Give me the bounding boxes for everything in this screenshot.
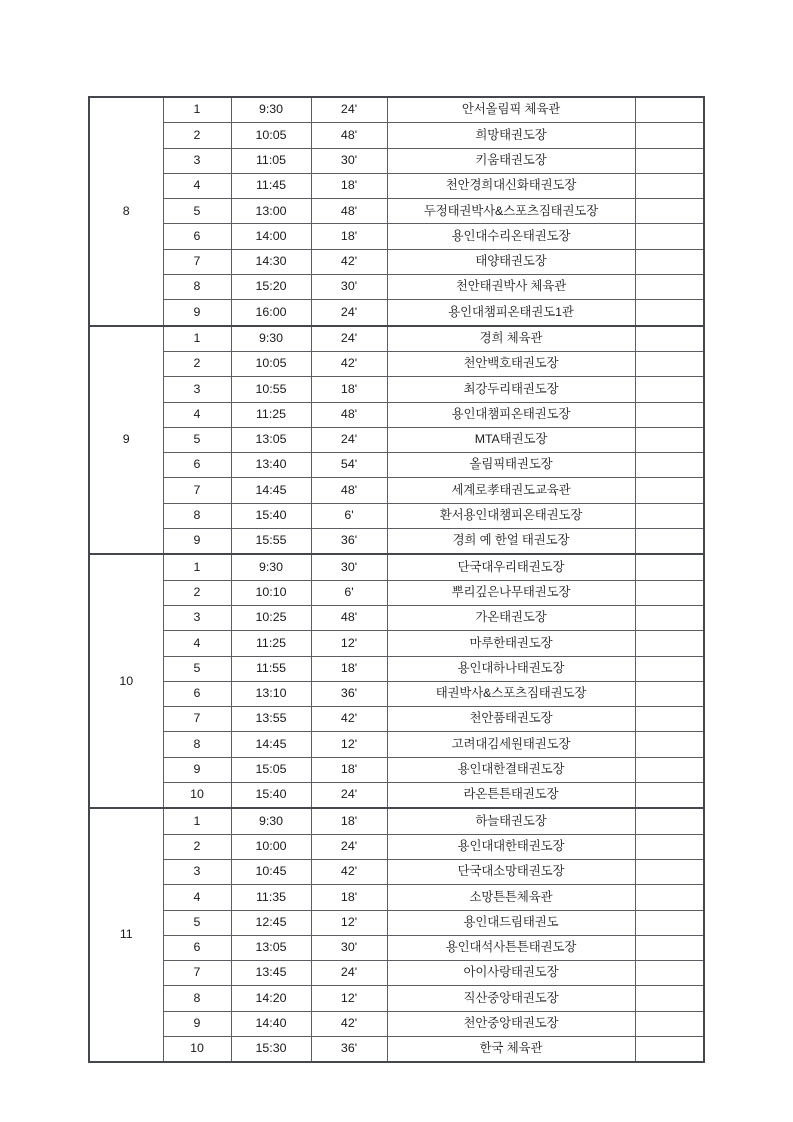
table-row bbox=[89, 351, 704, 376]
note-cell bbox=[635, 123, 704, 148]
table-row bbox=[89, 808, 704, 834]
sequence-cell: 6 bbox=[163, 453, 231, 478]
table-row bbox=[89, 123, 704, 148]
duration-cell: 48' bbox=[311, 402, 387, 427]
duration-cell: 30' bbox=[311, 935, 387, 960]
note-cell bbox=[635, 402, 704, 427]
duration-cell: 18' bbox=[311, 757, 387, 782]
duration-cell: 18' bbox=[311, 377, 387, 402]
start-time-cell: 14:45 bbox=[231, 732, 311, 757]
table-row bbox=[89, 377, 704, 402]
sequence-cell: 7 bbox=[163, 707, 231, 732]
start-time-cell: 15:30 bbox=[231, 1036, 311, 1062]
venue-name-cell: 아이사랑태권도장 bbox=[387, 961, 635, 986]
duration-cell: 12' bbox=[311, 986, 387, 1011]
start-time-cell: 16:00 bbox=[231, 300, 311, 326]
sequence-cell: 8 bbox=[163, 986, 231, 1011]
note-cell bbox=[635, 554, 704, 580]
venue-name-cell: 키움태권도장 bbox=[387, 148, 635, 173]
venue-name-cell: 세계로孝태권도교육관 bbox=[387, 478, 635, 503]
note-cell bbox=[635, 732, 704, 757]
duration-cell: 12' bbox=[311, 732, 387, 757]
start-time-cell: 13:05 bbox=[231, 935, 311, 960]
venue-name-cell: 용인대챔피온태권도1관 bbox=[387, 300, 635, 326]
note-cell bbox=[635, 351, 704, 376]
start-time-cell: 9:30 bbox=[231, 326, 311, 352]
note-cell bbox=[635, 707, 704, 732]
start-time-cell: 12:45 bbox=[231, 910, 311, 935]
table-row bbox=[89, 453, 704, 478]
start-time-cell: 15:55 bbox=[231, 529, 311, 555]
duration-cell: 12' bbox=[311, 631, 387, 656]
venue-name-cell: 직산중앙태권도장 bbox=[387, 986, 635, 1011]
venue-name-cell: 단국대소망태권도장 bbox=[387, 859, 635, 884]
table-row bbox=[89, 885, 704, 910]
sequence-cell: 2 bbox=[163, 123, 231, 148]
note-cell bbox=[635, 148, 704, 173]
sequence-cell: 10 bbox=[163, 1036, 231, 1062]
venue-name-cell: 올림픽태권도장 bbox=[387, 453, 635, 478]
note-cell bbox=[635, 326, 704, 352]
table-row bbox=[89, 199, 704, 224]
duration-cell: 30' bbox=[311, 148, 387, 173]
note-cell bbox=[635, 910, 704, 935]
note-cell bbox=[635, 275, 704, 300]
note-cell bbox=[635, 631, 704, 656]
table-row bbox=[89, 757, 704, 782]
venue-name-cell: 한국 체육관 bbox=[387, 1036, 635, 1062]
duration-cell: 24' bbox=[311, 783, 387, 809]
table-row bbox=[89, 300, 704, 326]
note-cell bbox=[635, 808, 704, 834]
duration-cell: 48' bbox=[311, 123, 387, 148]
start-time-cell: 11:05 bbox=[231, 148, 311, 173]
venue-name-cell: 소망튼튼체육관 bbox=[387, 885, 635, 910]
table-row bbox=[89, 224, 704, 249]
venue-name-cell: 하늘태권도장 bbox=[387, 808, 635, 834]
sequence-cell: 4 bbox=[163, 631, 231, 656]
start-time-cell: 11:25 bbox=[231, 402, 311, 427]
group-number-cell: 8 bbox=[89, 97, 163, 326]
duration-cell: 36' bbox=[311, 1036, 387, 1062]
sequence-cell: 7 bbox=[163, 961, 231, 986]
sequence-cell: 9 bbox=[163, 1011, 231, 1036]
table-row bbox=[89, 961, 704, 986]
sequence-cell: 3 bbox=[163, 859, 231, 884]
group-number-cell: 11 bbox=[89, 808, 163, 1062]
duration-cell: 12' bbox=[311, 910, 387, 935]
group-number-cell: 10 bbox=[89, 554, 163, 808]
table-row bbox=[89, 173, 704, 198]
start-time-cell: 11:55 bbox=[231, 656, 311, 681]
table-row bbox=[89, 580, 704, 605]
table-row bbox=[89, 97, 704, 123]
note-cell bbox=[635, 935, 704, 960]
venue-name-cell: 라온튼튼태권도장 bbox=[387, 783, 635, 809]
note-cell bbox=[635, 300, 704, 326]
venue-name-cell: 태권박사&스포츠짐태권도장 bbox=[387, 681, 635, 706]
note-cell bbox=[635, 377, 704, 402]
sequence-cell: 1 bbox=[163, 326, 231, 352]
sequence-cell: 6 bbox=[163, 224, 231, 249]
note-cell bbox=[635, 605, 704, 630]
venue-name-cell: 태양태권도장 bbox=[387, 249, 635, 274]
sequence-cell: 9 bbox=[163, 300, 231, 326]
table-row bbox=[89, 732, 704, 757]
venue-name-cell: 고려대김세원태권도장 bbox=[387, 732, 635, 757]
note-cell bbox=[635, 986, 704, 1011]
note-cell bbox=[635, 427, 704, 452]
duration-cell: 30' bbox=[311, 554, 387, 580]
note-cell bbox=[635, 1011, 704, 1036]
sequence-cell: 5 bbox=[163, 427, 231, 452]
sequence-cell: 4 bbox=[163, 173, 231, 198]
start-time-cell: 15:05 bbox=[231, 757, 311, 782]
venue-name-cell: 용인대석사튼튼태권도장 bbox=[387, 935, 635, 960]
note-cell bbox=[635, 885, 704, 910]
venue-name-cell: 천안백호태권도장 bbox=[387, 351, 635, 376]
start-time-cell: 11:45 bbox=[231, 173, 311, 198]
start-time-cell: 11:25 bbox=[231, 631, 311, 656]
start-time-cell: 10:25 bbox=[231, 605, 311, 630]
venue-name-cell: 천안경희대신화태권도장 bbox=[387, 173, 635, 198]
sequence-cell: 2 bbox=[163, 834, 231, 859]
sequence-cell: 2 bbox=[163, 351, 231, 376]
start-time-cell: 10:10 bbox=[231, 580, 311, 605]
venue-name-cell: 단국대우리태권도장 bbox=[387, 554, 635, 580]
sequence-cell: 10 bbox=[163, 783, 231, 809]
start-time-cell: 15:40 bbox=[231, 783, 311, 809]
table-row bbox=[89, 910, 704, 935]
schedule-table-body bbox=[89, 97, 704, 1062]
note-cell bbox=[635, 656, 704, 681]
start-time-cell: 9:30 bbox=[231, 97, 311, 123]
schedule-table-container bbox=[88, 96, 703, 1063]
venue-name-cell: 가온태권도장 bbox=[387, 605, 635, 630]
duration-cell: 30' bbox=[311, 275, 387, 300]
sequence-cell: 6 bbox=[163, 935, 231, 960]
table-row bbox=[89, 249, 704, 274]
venue-name-cell: 용인대대한태권도장 bbox=[387, 834, 635, 859]
start-time-cell: 11:35 bbox=[231, 885, 311, 910]
duration-cell: 42' bbox=[311, 249, 387, 274]
note-cell bbox=[635, 859, 704, 884]
start-time-cell: 9:30 bbox=[231, 808, 311, 834]
duration-cell: 42' bbox=[311, 351, 387, 376]
sequence-cell: 8 bbox=[163, 732, 231, 757]
venue-name-cell: 두정태권박사&스포츠짐태권도장 bbox=[387, 199, 635, 224]
venue-name-cell: 마루한태권도장 bbox=[387, 631, 635, 656]
venue-name-cell: 최강두리태권도장 bbox=[387, 377, 635, 402]
venue-name-cell: 경희 예 한얼 태권도장 bbox=[387, 529, 635, 555]
note-cell bbox=[635, 199, 704, 224]
sequence-cell: 3 bbox=[163, 605, 231, 630]
duration-cell: 24' bbox=[311, 834, 387, 859]
table-row bbox=[89, 859, 704, 884]
duration-cell: 18' bbox=[311, 808, 387, 834]
note-cell bbox=[635, 834, 704, 859]
note-cell bbox=[635, 681, 704, 706]
start-time-cell: 14:20 bbox=[231, 986, 311, 1011]
start-time-cell: 14:30 bbox=[231, 249, 311, 274]
duration-cell: 18' bbox=[311, 656, 387, 681]
schedule-table bbox=[88, 96, 705, 1063]
table-row bbox=[89, 326, 704, 352]
sequence-cell: 8 bbox=[163, 275, 231, 300]
start-time-cell: 13:10 bbox=[231, 681, 311, 706]
table-row bbox=[89, 478, 704, 503]
start-time-cell: 10:05 bbox=[231, 351, 311, 376]
table-row bbox=[89, 707, 704, 732]
duration-cell: 48' bbox=[311, 605, 387, 630]
sequence-cell: 1 bbox=[163, 808, 231, 834]
sequence-cell: 8 bbox=[163, 503, 231, 528]
sequence-cell: 7 bbox=[163, 478, 231, 503]
note-cell bbox=[635, 783, 704, 809]
venue-name-cell: 용인대하나태권도장 bbox=[387, 656, 635, 681]
sequence-cell: 4 bbox=[163, 402, 231, 427]
duration-cell: 24' bbox=[311, 97, 387, 123]
venue-name-cell: 용인대수리온태권도장 bbox=[387, 224, 635, 249]
table-row bbox=[89, 1011, 704, 1036]
table-row bbox=[89, 554, 704, 580]
start-time-cell: 9:30 bbox=[231, 554, 311, 580]
duration-cell: 18' bbox=[311, 173, 387, 198]
sequence-cell: 3 bbox=[163, 377, 231, 402]
venue-name-cell: 안서올림픽 체육관 bbox=[387, 97, 635, 123]
note-cell bbox=[635, 961, 704, 986]
note-cell bbox=[635, 453, 704, 478]
sequence-cell: 6 bbox=[163, 681, 231, 706]
start-time-cell: 13:00 bbox=[231, 199, 311, 224]
note-cell bbox=[635, 529, 704, 555]
duration-cell: 24' bbox=[311, 326, 387, 352]
sequence-cell: 3 bbox=[163, 148, 231, 173]
duration-cell: 42' bbox=[311, 859, 387, 884]
table-row bbox=[89, 631, 704, 656]
start-time-cell: 10:55 bbox=[231, 377, 311, 402]
note-cell bbox=[635, 580, 704, 605]
sequence-cell: 1 bbox=[163, 554, 231, 580]
venue-name-cell: 용인대챔피온태권도장 bbox=[387, 402, 635, 427]
duration-cell: 24' bbox=[311, 961, 387, 986]
sequence-cell: 9 bbox=[163, 757, 231, 782]
start-time-cell: 15:20 bbox=[231, 275, 311, 300]
sequence-cell: 1 bbox=[163, 97, 231, 123]
duration-cell: 42' bbox=[311, 707, 387, 732]
table-row bbox=[89, 148, 704, 173]
sequence-cell: 2 bbox=[163, 580, 231, 605]
venue-name-cell: 희망태권도장 bbox=[387, 123, 635, 148]
note-cell bbox=[635, 97, 704, 123]
duration-cell: 24' bbox=[311, 427, 387, 452]
duration-cell: 42' bbox=[311, 1011, 387, 1036]
venue-name-cell: 용인대한결태권도장 bbox=[387, 757, 635, 782]
table-row bbox=[89, 529, 704, 555]
table-row bbox=[89, 1036, 704, 1062]
start-time-cell: 13:40 bbox=[231, 453, 311, 478]
note-cell bbox=[635, 1036, 704, 1062]
duration-cell: 18' bbox=[311, 885, 387, 910]
start-time-cell: 10:05 bbox=[231, 123, 311, 148]
venue-name-cell: 용인대드림태권도 bbox=[387, 910, 635, 935]
duration-cell: 48' bbox=[311, 478, 387, 503]
group-number-cell: 9 bbox=[89, 326, 163, 555]
table-row bbox=[89, 834, 704, 859]
table-row bbox=[89, 656, 704, 681]
note-cell bbox=[635, 173, 704, 198]
start-time-cell: 13:45 bbox=[231, 961, 311, 986]
sequence-cell: 4 bbox=[163, 885, 231, 910]
venue-name-cell: 천안품태권도장 bbox=[387, 707, 635, 732]
venue-name-cell: 경희 체육관 bbox=[387, 326, 635, 352]
note-cell bbox=[635, 249, 704, 274]
venue-name-cell: 환서용인대챔피온태권도장 bbox=[387, 503, 635, 528]
start-time-cell: 13:05 bbox=[231, 427, 311, 452]
table-row bbox=[89, 605, 704, 630]
note-cell bbox=[635, 757, 704, 782]
duration-cell: 36' bbox=[311, 681, 387, 706]
duration-cell: 24' bbox=[311, 300, 387, 326]
duration-cell: 6' bbox=[311, 503, 387, 528]
start-time-cell: 14:45 bbox=[231, 478, 311, 503]
venue-name-cell: 천안중앙태권도장 bbox=[387, 1011, 635, 1036]
duration-cell: 36' bbox=[311, 529, 387, 555]
duration-cell: 6' bbox=[311, 580, 387, 605]
sequence-cell: 5 bbox=[163, 199, 231, 224]
duration-cell: 18' bbox=[311, 224, 387, 249]
sequence-cell: 5 bbox=[163, 910, 231, 935]
start-time-cell: 14:00 bbox=[231, 224, 311, 249]
start-time-cell: 14:40 bbox=[231, 1011, 311, 1036]
note-cell bbox=[635, 224, 704, 249]
table-row bbox=[89, 935, 704, 960]
sequence-cell: 9 bbox=[163, 529, 231, 555]
sequence-cell: 5 bbox=[163, 656, 231, 681]
table-row bbox=[89, 275, 704, 300]
venue-name-cell: 천안태권박사 체육관 bbox=[387, 275, 635, 300]
duration-cell: 54' bbox=[311, 453, 387, 478]
duration-cell: 48' bbox=[311, 199, 387, 224]
start-time-cell: 15:40 bbox=[231, 503, 311, 528]
table-row bbox=[89, 986, 704, 1011]
table-row bbox=[89, 783, 704, 809]
table-row bbox=[89, 427, 704, 452]
note-cell bbox=[635, 478, 704, 503]
venue-name-cell: MTA태권도장 bbox=[387, 427, 635, 452]
venue-name-cell: 뿌리깊은나무태권도장 bbox=[387, 580, 635, 605]
table-row bbox=[89, 681, 704, 706]
start-time-cell: 10:45 bbox=[231, 859, 311, 884]
table-row bbox=[89, 402, 704, 427]
table-row bbox=[89, 503, 704, 528]
start-time-cell: 13:55 bbox=[231, 707, 311, 732]
start-time-cell: 10:00 bbox=[231, 834, 311, 859]
sequence-cell: 7 bbox=[163, 249, 231, 274]
note-cell bbox=[635, 503, 704, 528]
